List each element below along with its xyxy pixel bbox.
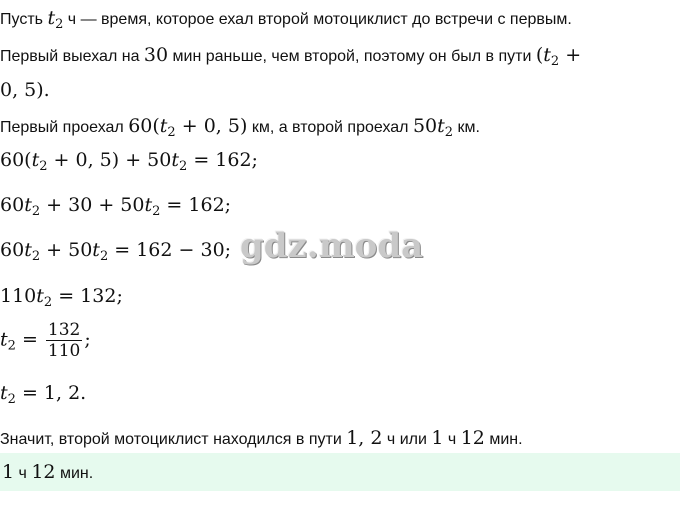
expression: 60( [128,115,160,137]
number: 12 [460,427,485,449]
number-30: 30 [143,44,169,66]
variable-t: t [47,7,56,29]
variable-t: t [144,194,153,216]
variable-t: t [0,382,8,404]
expression: 0, 5). [0,79,50,101]
equation-5 [0,320,91,361]
subscript: 2 [444,125,454,140]
subscript: 2 [152,204,161,219]
eq-part: 60 [0,239,25,261]
eq-part: + 0, 5) + 50 [47,149,172,171]
eq-part: 60 [0,194,25,216]
subscript: 2 [39,159,48,174]
subscript: 2 [43,295,53,310]
eq-part: = 162 − 30; [108,239,232,261]
variable-t: t [0,328,8,351]
first-rider-time-continuation [0,78,50,102]
variable-t: t [543,44,551,66]
line-text: Первый проехал [0,119,129,136]
first-rider-time-line [0,45,581,67]
plus-sign: + [559,44,582,66]
semicolon: ; [84,328,91,351]
equation-2 [0,193,231,217]
variable-t: t [24,239,32,261]
eq-part: = 162; [160,194,232,216]
fraction-numerator: 132 [47,320,81,340]
variable-t: t [159,115,168,137]
subscript: 2 [31,204,41,219]
variable-t: t [31,149,40,171]
expression: 50 [412,115,438,137]
eq-part: = 162; [187,149,258,171]
line-text: мин раньше, чем второй, поэтому он был в пути [168,48,536,65]
line-text: км. [453,119,480,136]
intro-text-start: Пусть [0,11,48,28]
eq-part: + 30 + 50 [40,194,145,216]
eq-part: = 1, 2. [15,382,87,404]
subscript: 2 [167,125,176,140]
number: 1, 2 [346,427,383,449]
subscript: 2 [550,54,560,69]
variable-t: t [36,285,44,307]
eq-part: 110 [0,285,37,307]
fraction [46,320,82,361]
eq-part: + 50 [40,239,93,261]
subscript: 2 [7,338,16,354]
answer-text [2,462,93,484]
line-text: мин. [484,431,523,448]
subscript: 2 [55,17,64,32]
conclusion-line [0,428,523,450]
line-text: ч или [382,431,432,448]
subscript: 2 [31,249,41,264]
variable-t: t [24,194,32,216]
distances-line [0,116,480,138]
answer-box [0,453,680,491]
subscript: 2 [99,249,109,264]
answer-unit: мин. [55,465,94,482]
eq-part: 60( [0,149,32,171]
answer-number: 1 [2,461,15,483]
equation-6 [0,381,86,405]
subscript: 2 [179,159,188,174]
fraction-denominator: 110 [47,341,81,361]
watermark-logo: gdz.moda [240,226,424,266]
variable-t: t [437,115,445,137]
intro-text-end: ч — время, которое ехал второй мотоциклист до встречи с первым. [63,11,572,28]
expression: + 0, 5) [175,115,248,137]
eq-part: = 132; [52,285,123,307]
line-text: ч [443,431,461,448]
answer-unit: ч [14,465,32,482]
number: 1 [431,427,444,449]
equation-4 [0,284,123,308]
line-text: Первый выехал на [0,48,144,65]
equation-3 [0,238,231,262]
equals-sign: = [15,328,44,351]
subscript: 2 [7,392,16,407]
variable-t: t [171,149,179,171]
open-paren: ( [535,44,544,66]
intro-line [0,8,572,30]
equation-1 [0,148,258,172]
answer-number: 12 [31,461,56,483]
line-text: Значит, второй мотоциклист находился в пути [0,431,347,448]
variable-t: t [92,239,100,261]
line-text: км, а второй проехал [247,119,413,136]
